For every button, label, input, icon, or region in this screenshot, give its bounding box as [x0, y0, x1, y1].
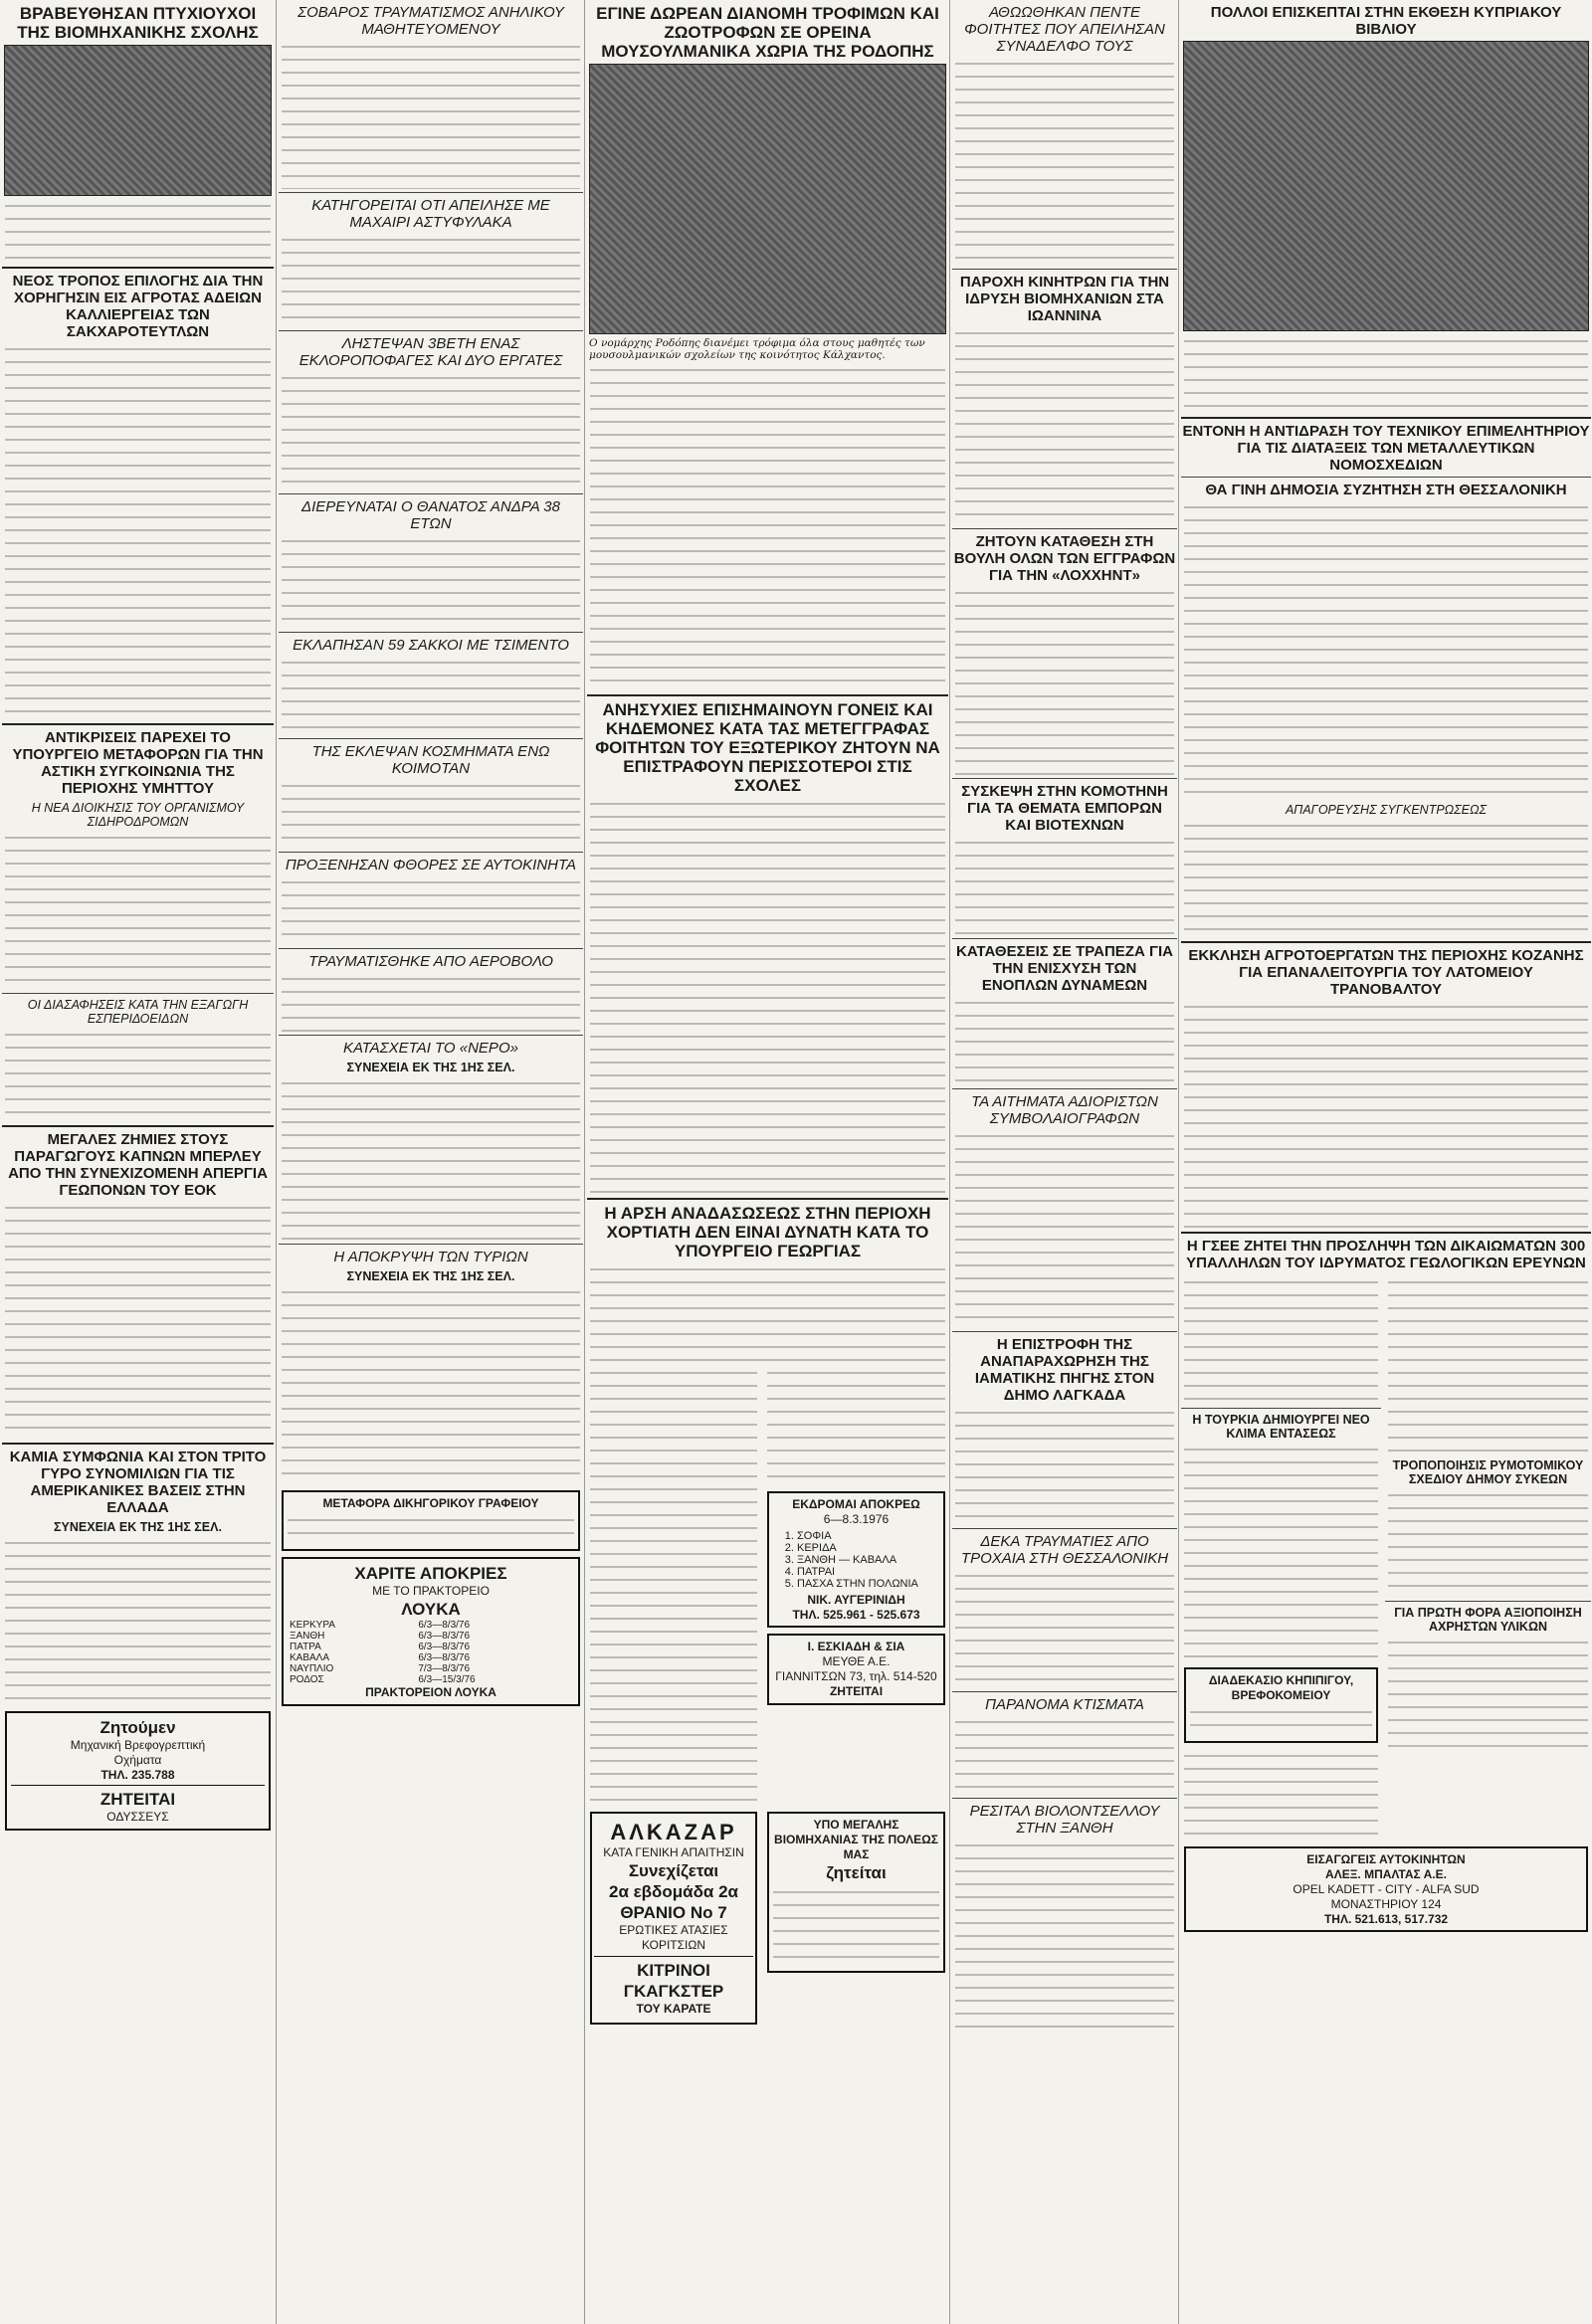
body-text [955, 1569, 1174, 1688]
ad-title: ΕΙΣΑΓΩΓΕΙΣ ΑΥΤΟΚΙΝΗΤΩΝ [1306, 1852, 1466, 1866]
car-importer-ad: ΕΙΣΑΓΩΓΕΙΣ ΑΥΤΟΚΙΝΗΤΩΝ ΑΛΕΞ. ΜΠΑΛΤΑΣ Α.Ε. OPEL KADETT - CITY - ALFA SUD ΜΟΝΑΣΤΗΡΙΟΥ 124 ΤΗΛ. 521.613, 517.732 [1184, 1846, 1588, 1932]
headline: Η ΑΠΟΚΡΥΨΗ ΤΩΝ ΤΥΡΙΩΝ [333, 1249, 528, 1265]
ad-date: 6—8.3.1976 [823, 1512, 890, 1526]
headline: ΡΕΣΙΤΑΛ ΒΙΟΛΟΝΤΣΕΛΛΟΥ ΣΤΗΝ ΞΑΝΘΗ [969, 1803, 1160, 1837]
headline: ΠΟΛΛΟΙ ΕΠΙΣΚΕΠΤΑΙ ΣΤΗΝ ΕΚΘΕΣΗ ΚΥΠΡΙΑΚΟΥ ΒΙΒΛΙΟΥ [1210, 4, 1562, 38]
subheadline: Η ΝΕΑ ΔΙΟΙΚΗΣΙΣ ΤΟΥ ΟΡΓΑΝΙΣΜΟΥ ΣΙΔΗΡΟΔΡΟΜΩΝ [31, 801, 245, 829]
ad-phone: ΤΗΛ. 521.613, 517.732 [1323, 1912, 1449, 1926]
body-text [5, 1028, 271, 1122]
headline: ΑΝΗΣΥΧΙΕΣ ΕΠΙΣΗΜΑΙΝΟΥΝ ΓΟΝΕΙΣ ΚΑΙ ΚΗΔΕΜΟΝΕΣ ΚΑΤΑ ΤΑΣ ΜΕΤΕΓΓΡΑΦΑΣ ΦΟΙΤΗΤΩΝ ΤΟΥ ΕΞΩΤΕΡΙΚΟΥ ΖΗΤΟΥΝ ΝΑ ΕΠΙΣΤΡΑΦΟΥΝ ΠΕΡΙΣΣΟΤΕΡΟΙ ΣΤΙΣ ΣΧΟΛΕΣ [595, 700, 940, 795]
ad-line: ΟΔΥΣΣΕΥΣ [106, 1810, 169, 1824]
body-text [590, 363, 945, 691]
carnival-excursion-ad [767, 1491, 945, 1628]
ad-agency: ΛΟΥΚΑ [401, 1600, 461, 1619]
body-text [955, 326, 1174, 525]
column-2 [276, 0, 585, 2324]
headline: ΚΑΤΗΓΟΡΕΙΤΑΙ ΟΤΙ ΑΠΕΙΛΗΣΕ ΜΕ ΜΑΧΑΙΡΙ ΑΣΤΥΦΥΛΑΚΑ [311, 197, 550, 231]
column-4 [949, 0, 1179, 2324]
job-ad: ΥΠΟ ΜΕΓΑΛΗΣ ΒΙΟΜΗΧΑΝΙΑΣ ΤΗΣ ΠΟΛΕΩΣ ΜΑΣ ζητείται [767, 1812, 945, 1973]
body-text [955, 1715, 1174, 1795]
body-text [5, 342, 271, 720]
headline: ΣΥΣΚΕΨΗ ΣΤΗΝ ΚΟΜΟΤΗΝΗ ΓΙΑ ΤΑ ΘΕΜΑΤΑ ΕΜΠΟΡΩΝ ΚΑΙ ΒΙΟΤΕΧΝΩΝ [961, 783, 1168, 834]
body-text [282, 371, 580, 490]
body-text [590, 1366, 757, 1804]
body-text [282, 779, 580, 849]
ad-title: ΜΕΤΑΦΟΡΑ ΔΙΚΗΓΟΡΙΚΟΥ ΓΡΑΦΕΙΟΥ [322, 1496, 539, 1510]
body-text [1388, 1488, 1588, 1598]
headline: ΠΑΡΟΧΗ ΚΙΝΗΤΡΩΝ ΓΙΑ ΤΗΝ ΙΔΡΥΣΗ ΒΙΟΜΗΧΑΝΙΩΝ ΣΤΑ ΙΩΑΝΝΙΝΑ [959, 274, 1170, 324]
classified-ad [5, 1711, 271, 1831]
body-text [282, 233, 580, 327]
body-text [5, 1536, 271, 1705]
headline: ΒΡΑΒΕΥΘΗΣΑΝ ΠΤΥΧΙΟΥΧΟΙ ΤΗΣ ΒΙΟΜΗΧΑΝΙΚΗΣ ΣΧΟΛΗΣ [17, 4, 259, 42]
body-text [955, 836, 1174, 935]
body-text [955, 1839, 1174, 2037]
headline: ΕΚΚΛΗΣΗ ΑΓΡΟΤΟΕΡΓΑΤΩΝ ΤΗΣ ΠΕΡΙΟΧΗΣ ΚΟΖΑΝΗΣ ΓΙΑ ΕΠΑΝΑΛΕΙΤΟΥΡΓΙΑ ΤΟΥ ΛΑΤΟΜΕΙΟΥ ΤΡΑΝΟΒΑΛΤΟΥ [1188, 947, 1584, 998]
headline: Η ΕΠΙΣΤΡΟΦΗ ΤΗΣ ΑΝΑΠΑΡΑΧΩΡΗΣΗ ΤΗΣ ΙΑΜΑΤΙΚΗΣ ΠΗΓΗΣ ΣΤΟΝ ΔΗΜΟ ΛΑΓΚΑΔΑ [974, 1336, 1155, 1404]
headline: ΠΡΟΞΕΝΗΣΑΝ ΦΘΟΡΕΣ ΣΕ ΑΥΤΟΚΙΝΗΤΑ [285, 857, 577, 873]
column-1 [0, 0, 276, 2324]
headline: ΘΑ ΓΙΝΗ ΔΗΜΟΣΙΑ ΣΥΖΗΤΗΣΗ ΣΤΗ ΘΕΣΣΑΛΟΝΙΚΗ [1205, 482, 1567, 498]
ad-title: Ζητούμεν [100, 1718, 176, 1737]
body-text [955, 1129, 1174, 1328]
ad-subtitle: ΜΕ ΤΟ ΠΡΑΚΤΟΡΕΙΟ [372, 1584, 490, 1598]
body-text [282, 656, 580, 735]
photo-caption: Ο νομάρχης Ροδόπης διανέμει τρόφιμα όλα στους μαθητές των μουσουλμανικών σχολείων της κοινότητος Κάλχαντος. [589, 337, 925, 361]
headline: Η ΓΣΕΕ ΖΗΤΕΙ ΤΗΝ ΠΡΟΣΛΗΨΗ ΤΩΝ ΔΙΚΑΙΩΜΑΤΩΝ 300 ΥΠΑΛΛΗΛΩΝ ΤΟΥ ΙΔΡΥΜΑΤΟΣ ΓΕΩΛΟΓΙΚΩΝ ΕΡΕΥΝΩΝ [1186, 1238, 1586, 1271]
body-text [955, 996, 1174, 1085]
ad-title: ΖΗΤΕΙΤΑΙ [100, 1790, 176, 1809]
headline: ΑΠΑΓΟΡΕΥΣΗΣ ΣΥΓΚΕΝΤΡΩΣΕΩΣ [1285, 803, 1488, 817]
body-text [1388, 1275, 1588, 1454]
headline: ΔΙΕΡΕΥΝΑΤΑΙ Ο ΘΑΝΑΤΟΣ ΑΝΔΡΑ 38 ΕΤΩΝ [301, 498, 560, 532]
body-text [1184, 1000, 1588, 1229]
cinema-ad: ΑΛΚΑΖΑΡ ΚΑΤΑ ΓΕΝΙΚΗ ΑΠΑΙΤΗΣΙΝ Συνεχίζεται 2α εβδομάδα 2α ΘΡΑΝΙΟ Νο 7 ΕΡΩΤΙΚΕΣ ΑΤΑΣΙΕΣ ΚΟΡΙΤΣΙΩΝ ΚΙΤΡΙΝΟΙ ΓΚΑΓΚΣΤΕΡ ΤΟΥ ΚΑΡΑΤΕ [590, 1812, 757, 2025]
column-3 [584, 0, 950, 2324]
body-text [5, 199, 271, 264]
ad-line: Οχήματα [113, 1753, 162, 1767]
body-text [5, 831, 271, 990]
headline: ΜΕΓΑΛΕΣ ΖΗΜΙΕΣ ΣΤΟΥΣ ΠΑΡΑΓΩΓΟΥΣ ΚΑΠΝΩΝ ΜΠΕΡΛΕΥ ΑΠΟ ΤΗΝ ΣΥΝΕΧΙΖΟΜΕΝΗ ΑΠΕΡΓΙΑ ΓΕΩΠΟΝΩΝ ΤΟΥ ΕΟΚ [8, 1131, 268, 1199]
headline: Η ΤΟΥΡΚΙΑ ΔΗΜΙΟΥΡΓΕΙ ΝΕΟ ΚΛΙΜΑ ΕΝΤΑΣΕΩΣ [1192, 1413, 1370, 1441]
ad-title: Ι. ΕΣΚΙΑΔΗ & ΣΙΑ [807, 1640, 905, 1653]
headline: ΕΝΤΟΝΗ Η ΑΝΤΙΔΡΑΣΗ ΤΟΥ ΤΕΧΝΙΚΟΥ ΕΠΙΜΕΛΗΤΗΡΙΟΥ ΓΙΑ ΤΙΣ ΔΙΑΤΑΞΕΙΣ ΤΩΝ ΜΕΤΑΛΛΕΥΤΙΚΩΝ ΝΟΜΟΣΧΕΔΙΩΝ [1182, 423, 1590, 474]
body-text [282, 534, 580, 629]
body-text [955, 57, 1174, 266]
ad-title: ΧΑΡΙΤΕ ΑΠΟΚΡΙΕΣ [354, 1564, 507, 1583]
excursion-list: 1. ΣΟΦΙΑ 2. ΚΕΡΙΔΑ 3. ΞΑΝΘΗ — ΚΑΒΑΛΑ 4. ΠΑΤΡΑΙ 5. ΠΑΣΧΑ ΣΤΗΝ ΠΟΛΩΝΙΑ [797, 1530, 939, 1590]
continuation-label: ΣΥΝΕΧΕΙΑ ΕΚ ΤΗΣ 1ΗΣ ΣΕΛ. [346, 1269, 515, 1283]
ad-footer: ΠΡΑΚΤΟΡΕΙΟΝ ΛΟΥΚΑ [365, 1685, 497, 1699]
headline: ΔΕΚΑ ΤΡΑΥΜΑΤΙΕΣ ΑΠΟ ΤΡΟΧΑΙΑ ΣΤΗ ΘΕΣΣΑΛΟΝΙΚΗ [960, 1533, 1169, 1567]
ad-line: Μηχανική Βρεφογρεπτική [70, 1738, 206, 1752]
ad-agency: ΝΙΚ. ΑΥΓΕΡΙΝΙΔΗ [807, 1593, 905, 1607]
body-text [955, 1406, 1174, 1525]
headline: ΣΟΒΑΡΟΣ ΤΡΑΥΜΑΤΙΣΜΟΣ ΑΝΗΛΙΚΟΥ ΜΑΘΗΤΕΥΟΜΕΝΟΥ [298, 4, 564, 38]
body-text [282, 1285, 580, 1484]
body-text [282, 875, 580, 945]
headline: ΚΑΜΙΑ ΣΥΜΦΩΝΙΑ ΚΑΙ ΣΤΟΝ ΤΡΙΤΟ ΓΥΡΟ ΣΥΝΟΜΙΛΙΩΝ ΓΙΑ ΤΙΣ ΑΜΕΡΙΚΑΝΙΚΕΣ ΒΑΣΕΙΣ ΣΤΗΝ ΕΛΛΑΔΑ [9, 1449, 267, 1516]
headline: ΖΗΤΟΥΝ ΚΑΤΑΘΕΣΗ ΣΤΗ ΒΟΥΛΗ ΟΛΩΝ ΤΩΝ ΕΓΓΡΑΦΩΝ ΓΙΑ ΤΗΝ «ΛΟΧΧΗΝΤ» [953, 533, 1176, 584]
body-text [590, 797, 945, 1195]
headline: ΑΘΩΩΘΗΚΑΝ ΠΕΝΤΕ ΦΟΙΤΗΤΕΣ ΠΟΥ ΑΠΕΙΛΗΣΑΝ ΣΥΝΑΔΕΛΦΟ ΤΟΥΣ [964, 4, 1165, 55]
headline: ΕΚΛΑΠΗΣΑΝ 59 ΣΑΚΚΟΙ ΜΕ ΤΣΙΜΕΝΤΟ [293, 637, 569, 654]
body-text [1184, 1749, 1378, 1839]
headline: ΑΝΤΙΚΡΙΣΕΙΣ ΠΑΡΕΧΕΙ ΤΟ ΥΠΟΥΡΓΕΙΟ ΜΕΤΑΦΟΡΩΝ ΓΙΑ ΤΗΝ ΑΣΤΙΚΗ ΣΥΓΚΟΙΝΩΝΙΑ ΤΗΣ ΠΕΡΙΟΧΗΣ ΥΜΗΤΤΟΥ [12, 729, 264, 797]
headline: ΓΙΑ ΠΡΩΤΗ ΦΟΡΑ ΑΞΙΟΠΟΙΗΣΗ ΑΧΡΗΣΤΩΝ ΥΛΙΚΩΝ [1394, 1606, 1582, 1634]
carnival-tour-ad [282, 1557, 580, 1706]
body-text [282, 40, 580, 189]
ad-phone: ΤΗΛ. 525.961 - 525.673 [792, 1608, 920, 1622]
headline: ΤΗΣ ΕΚΛΕΨΑΝ ΚΟΣΜΗΜΑΤΑ ΕΝΩ ΚΟΙΜΟΤΑΝ [311, 743, 550, 777]
ad-phone: ΤΗΛ. 235.788 [100, 1768, 175, 1782]
headline: ΠΑΡΑΝΟΜΑ ΚΤΙΣΜΑΤΑ [985, 1696, 1144, 1713]
headline: Η ΑΡΣΗ ΑΝΑΔΑΣΩΣΕΩΣ ΣΤΗΝ ΠΕΡΙΟΧΗ ΧΟΡΤΙΑΤΗ ΔΕΝ ΕΙΝΑΙ ΔΥΝΑΤΗ ΚΑΤΑ ΤΟ ΥΠΟΥΡΓΕΙΟ ΓΕΩΡΓΙΑΣ [604, 1204, 931, 1260]
office-move-ad [282, 1490, 580, 1551]
headline: ΟΙ ΔΙΑΣΑΦΗΣΕΙΣ ΚΑΤΑ ΤΗΝ ΕΞΑΓΩΓΗ ΕΣΠΕΡΙΔΟΕΙΔΩΝ [27, 998, 249, 1026]
company-ad: Ι. ΕΣΚΙΑΔΗ & ΣΙΑ ΜΕΥΘΕ Α.Ε. ΓΙΑΝΝΙΤΣΩΝ 73, τηλ. 514-520 ΖΗΤΕΙΤΑΙ [767, 1634, 945, 1705]
body-text [1184, 1275, 1378, 1405]
headline: ΚΑΤΑΣΧΕΤΑΙ ΤΟ «ΝΕΡΟ» [343, 1040, 518, 1057]
headline: ΝΕΟΣ ΤΡΟΠΟΣ ΕΠΙΛΟΓΗΣ ΔΙΑ ΤΗΝ ΧΟΡΗΓΗΣΙΝ ΕΙΣ ΑΓΡΟΤΑΣ ΑΔΕΙΩΝ ΚΑΛΛΙΕΡΓΕΙΑΣ ΤΩΝ ΣΑΚΧΑΡΟΤΕΥΤΛΩΝ [12, 273, 264, 340]
film-title: ΚΙΤΡΙΝΟΙ ΓΚΑΓΚΣΤΕΡ [623, 1961, 724, 2001]
headline: ΛΗΣΤΕΨΑΝ 3ΒΕΤΗ ΕΝΑΣ ΕΚΛΟΡΟΠΟΦΑΓΕΣ ΚΑΙ ΔΥΟ ΕΡΓΑΤΕΣ [298, 335, 563, 369]
body-text [5, 1201, 271, 1440]
body-text [1184, 819, 1588, 938]
tour-dates-table: ΚΕΡΚΥΡΑ 6/3—8/3/76 ΞΑΝΘΗ 6/3—8/3/76 ΠΑΤΡΑ 6/3—8/3/76 ΚΑΒΑΛΑ 6/3—8/3/76 ΝΑΥΠΛΙΟ 7/3—8/3/76 ΡΟΔΟΣ 6/3—15/3/76 [290, 1620, 476, 1685]
news-photo [4, 45, 272, 196]
headline: ΤΡΑΥΜΑΤΙΣΘΗΚΕ ΑΠΟ ΑΕΡΟΒΟΛΟ [308, 953, 553, 970]
news-photo [589, 64, 946, 334]
body-text [1184, 334, 1588, 414]
continuation-label: ΣΥΝΕΧΕΙΑ ΕΚ ΤΗΣ 1ΗΣ ΣΕΛ. [54, 1520, 222, 1534]
body-text [282, 972, 580, 1032]
cinema-name: ΑΛΚΑΖΑΡ [610, 1820, 737, 1844]
body-text [282, 1076, 580, 1241]
news-photo [1183, 41, 1589, 331]
ad-title: ΔΙΑΔΕΚΑΣΙΟ ΚΗΠΙΠΙΓΟΥ, ΒΡΕΦΟΚΟΜΕΙΟΥ [1208, 1673, 1354, 1702]
headline: ΤΡΟΠΟΠΟΙΗΣΙΣ ΡΥΜΟΤΟΜΙΚΟΥ ΣΧΕΔΙΟΥ ΔΗΜΟΥ ΣΥΚΕΩΝ [1392, 1458, 1584, 1486]
column-5 [1178, 0, 1592, 2324]
film-title: ΘΡΑΝΙΟ Νο 7 [620, 1903, 727, 1922]
body-text [1184, 500, 1588, 799]
headline: ΤΑ ΑΙΤΗΜΑΤΑ ΑΔΙΟΡΙΣΤΩΝ ΣΥΜΒΟΛΑΙΟΓΡΑΦΩΝ [971, 1093, 1158, 1127]
body-text [590, 1262, 945, 1362]
headline: ΕΓΙΝΕ ΔΩΡΕΑΝ ΔΙΑΝΟΜΗ ΤΡΟΦΙΜΩΝ ΚΑΙ ΖΩΟΤΡΟΦΩΝ ΣΕ ΟΡΕΙΝΑ ΜΟΥΣΟΥΛΜΑΝΙΚΑ ΧΩΡΙΑ ΤΗΣ ΡΟΔΟΠΗΣ [596, 4, 939, 61]
ad-title: ΥΠΟ ΜΕΓΑΛΗΣ ΒΙΟΜΗΧΑΝΙΑΣ ΤΗΣ ΠΟΛΕΩΣ ΜΑΣ [774, 1818, 938, 1861]
body-text [1388, 1636, 1588, 1755]
tender-notice [1184, 1667, 1378, 1743]
body-text [955, 586, 1174, 775]
headline: ΚΑΤΑΘΕΣΕΙΣ ΣΕ ΤΡΑΠΕΖΑ ΓΙΑ ΤΗΝ ΕΝΙΣΧΥΣΗ ΤΩΝ ΕΝΟΠΛΩΝ ΔΥΝΑΜΕΩΝ [956, 943, 1173, 994]
ad-title: ΕΚΔΡΟΜΑΙ ΑΠΟΚΡΕΩ [792, 1497, 920, 1511]
continuation-label: ΣΥΝΕΧΕΙΑ ΕΚ ΤΗΣ 1ΗΣ ΣΕΛ. [346, 1061, 515, 1074]
body-text [1184, 1443, 1378, 1661]
body-text [767, 1366, 945, 1485]
